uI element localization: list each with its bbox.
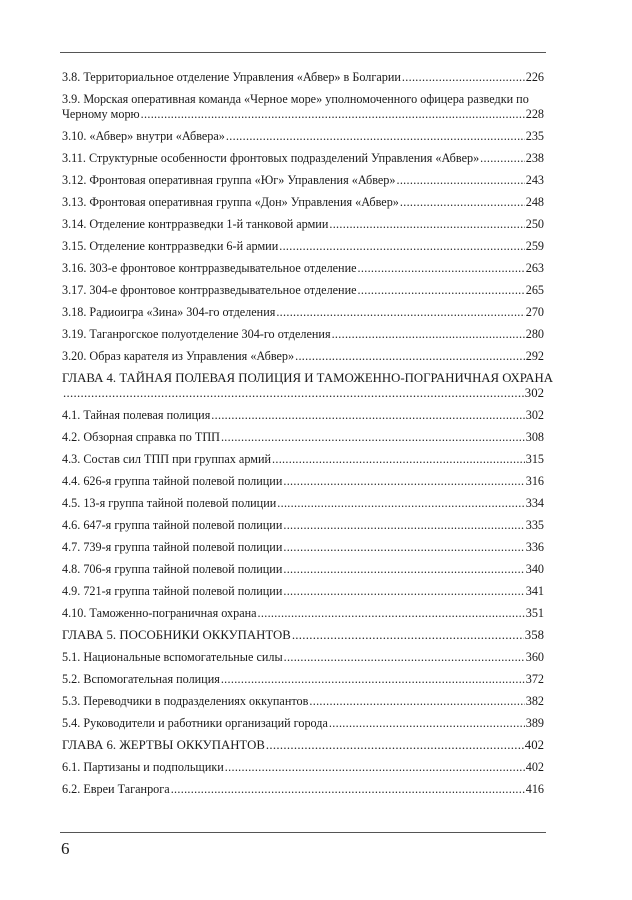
toc-entry-title: 4.10. Таможенно-пограничная охрана xyxy=(62,605,257,620)
toc-entry-page: 402 xyxy=(524,737,544,752)
toc-chapter-entry[interactable] xyxy=(62,624,544,646)
toc-chapter-entry[interactable] xyxy=(62,734,544,756)
toc-entry-page: 336 xyxy=(525,539,544,554)
toc-entry-title: 5.2. Вспомогательная полиция xyxy=(62,671,220,686)
toc-entry-title-line1: 3.9. Морская оперативная команда «Черное море» уполномоченного офицера разведки по xyxy=(62,91,529,106)
toc-entry-title: 3.12. Фронтовая оперативная группа «Юг» Управления «Абвер» xyxy=(62,172,396,187)
toc-entry-page: 382 xyxy=(525,693,544,708)
dot-leader xyxy=(332,327,525,342)
toc-entry-page: 308 xyxy=(525,429,544,444)
table-of-contents xyxy=(62,66,553,800)
toc-entry[interactable] xyxy=(62,279,544,301)
dot-leader xyxy=(283,540,524,555)
toc-entry[interactable] xyxy=(62,235,544,257)
dot-leader xyxy=(283,474,524,489)
dot-leader xyxy=(295,349,525,364)
toc-entry-title: 4.1. Тайная полевая полиция xyxy=(62,407,211,422)
toc-entry[interactable] xyxy=(62,536,544,558)
toc-entry-page: 259 xyxy=(525,238,544,253)
toc-entry-title: 3.19. Таганрогское полуотделение 304-го отделения xyxy=(62,326,331,341)
toc-entry[interactable] xyxy=(62,257,544,279)
toc-entry-title: 6.1. Партизаны и подпольщики xyxy=(62,759,224,774)
toc-entry-title: 5.1. Национальные вспомогательные силы xyxy=(62,649,283,664)
toc-entry-page: 358 xyxy=(524,627,544,642)
toc-entry-page: 228 xyxy=(525,106,544,121)
footer-rule xyxy=(60,832,546,833)
toc-entry[interactable] xyxy=(62,448,544,470)
toc-entry-title: 3.14. Отделение контрразведки 1-й танковой армии xyxy=(62,216,329,231)
toc-entry[interactable] xyxy=(62,191,544,213)
toc-entry-title: 3.10. «Абвер» внутри «Абвера» xyxy=(62,128,225,143)
toc-entry-title: 3.18. Радиоигра «Зина» 304-го отделения xyxy=(62,304,276,319)
toc-entry-title: 4.6. 647-я группа тайной полевой полиции xyxy=(62,517,283,532)
dot-leader xyxy=(211,408,524,423)
toc-entry[interactable] xyxy=(62,580,544,602)
dot-leader xyxy=(272,452,525,467)
dot-leader xyxy=(225,760,525,775)
toc-entry-title: 3.17. 304-е фронтовое контрразведывательное отделение xyxy=(62,282,357,297)
toc-entry-page: 292 xyxy=(525,348,544,363)
toc-entry-page: 360 xyxy=(525,649,544,664)
toc-entry-title: 4.7. 739-я группа тайной полевой полиции xyxy=(62,539,283,554)
toc-entry-title: ГЛАВА 6. ЖЕРТВЫ ОККУПАНТОВ xyxy=(62,737,265,752)
toc-entry[interactable] xyxy=(62,125,544,147)
dot-leader xyxy=(283,562,524,577)
dot-leader xyxy=(283,584,524,599)
dot-leader xyxy=(283,518,524,533)
dot-leader xyxy=(402,70,525,85)
toc-entry-title: 6.2. Евреи Таганрога xyxy=(62,781,170,796)
toc-entry[interactable] xyxy=(62,712,544,734)
toc-entry-title: 3.20. Образ карателя из Управления «Абвер» xyxy=(62,348,295,363)
dot-leader xyxy=(258,606,525,621)
dot-leader xyxy=(277,496,524,511)
toc-entry-page: 372 xyxy=(525,671,544,686)
dot-leader xyxy=(171,782,525,797)
toc-entry[interactable] xyxy=(62,668,544,690)
toc-entry-page: 238 xyxy=(525,150,544,165)
toc-entry-title: ГЛАВА 5. ПОСОБНИКИ ОККУПАНТОВ xyxy=(62,627,291,642)
toc-entry[interactable] xyxy=(62,426,544,448)
dot-leader xyxy=(284,650,525,665)
toc-entry-page: 416 xyxy=(525,781,544,796)
toc-entry-title: 4.8. 706-я группа тайной полевой полиции xyxy=(62,561,283,576)
dot-leader xyxy=(292,628,524,643)
toc-entry-page: 334 xyxy=(525,495,544,510)
toc-entry-page: 402 xyxy=(525,759,544,774)
toc-entry-title: 5.3. Переводчики в подразделениях оккупантов xyxy=(62,693,309,708)
toc-entry-page: 315 xyxy=(525,451,544,466)
toc-entry-page: 263 xyxy=(525,260,544,275)
dot-leader xyxy=(396,173,524,188)
toc-entry-page: 335 xyxy=(525,517,544,532)
toc-entry-page: 302 xyxy=(524,385,544,400)
toc-entry-page: 265 xyxy=(525,282,544,297)
dot-leader xyxy=(400,195,525,210)
header-rule xyxy=(60,52,546,53)
toc-entry-title: 3.11. Структурные особенности фронтовых подразделений Управления «Абвер» xyxy=(62,150,480,165)
dot-leader xyxy=(279,239,525,254)
toc-entry[interactable] xyxy=(62,756,544,778)
dot-leader xyxy=(276,305,524,320)
toc-entry-page: 351 xyxy=(525,605,544,620)
toc-entry-page: 340 xyxy=(525,561,544,576)
toc-entry-title: 4.3. Состав сил ТПП при группах армий xyxy=(62,451,271,466)
toc-entry[interactable] xyxy=(62,88,544,125)
dot-leader xyxy=(309,694,524,709)
toc-entry-page: 226 xyxy=(525,69,544,84)
toc-entry-page: 280 xyxy=(525,326,544,341)
dot-leader xyxy=(358,261,525,276)
toc-entry-page: 270 xyxy=(525,304,544,319)
toc-entry-page: 235 xyxy=(525,128,544,143)
toc-entry[interactable] xyxy=(62,514,544,536)
toc-entry[interactable] xyxy=(62,66,544,88)
toc-entry-page: 341 xyxy=(525,583,544,598)
toc-chapter-entry[interactable] xyxy=(62,367,553,404)
toc-entry-page: 248 xyxy=(525,194,544,209)
toc-entry[interactable] xyxy=(62,492,544,514)
toc-entry[interactable] xyxy=(62,558,544,580)
toc-entry-title: 4.2. Обзорная справка по ТПП xyxy=(62,429,220,444)
toc-entry-title: 3.16. 303-е фронтовое контрразведывательное отделение xyxy=(62,260,357,275)
toc-entry[interactable] xyxy=(62,602,544,624)
toc-entry[interactable] xyxy=(62,690,544,712)
toc-entry-title: 3.13. Фронтовая оперативная группа «Дон» Управления «Абвер» xyxy=(62,194,399,209)
toc-entry-title: Черному морю xyxy=(62,106,140,121)
toc-entry-title: 4.5. 13-я группа тайной полевой полиции xyxy=(62,495,277,510)
page-number: 6 xyxy=(61,839,70,858)
toc-entry-page: 302 xyxy=(525,407,544,422)
dot-leader xyxy=(329,716,525,731)
toc-entry-title: 4.9. 721-я группа тайной полевой полиции xyxy=(62,583,283,598)
toc-entry-page: 316 xyxy=(525,473,544,488)
toc-entry[interactable] xyxy=(62,646,544,668)
toc-entry[interactable] xyxy=(62,470,544,492)
dot-leader xyxy=(221,430,525,445)
toc-entry[interactable] xyxy=(62,778,544,800)
dot-leader xyxy=(480,151,525,166)
dot-leader xyxy=(358,283,525,298)
toc-entry[interactable] xyxy=(62,323,544,345)
toc-entry-page: 389 xyxy=(525,715,544,730)
dot-leader xyxy=(221,672,525,687)
toc-entry[interactable] xyxy=(62,213,544,235)
dot-leader xyxy=(63,386,524,401)
toc-entry[interactable] xyxy=(62,301,544,323)
dot-leader xyxy=(329,217,524,232)
toc-entry[interactable] xyxy=(62,404,544,426)
toc-entry-title: 3.15. Отделение контрразведки 6-й армии xyxy=(62,238,279,253)
toc-entry-title: 5.4. Руководители и работники организаций города xyxy=(62,715,328,730)
toc-entry-page: 250 xyxy=(525,216,544,231)
toc-entry[interactable] xyxy=(62,345,544,367)
toc-entry[interactable] xyxy=(62,169,544,191)
dot-leader xyxy=(266,738,524,753)
toc-entry[interactable] xyxy=(62,147,544,169)
dot-leader xyxy=(226,129,525,144)
dot-leader xyxy=(141,107,525,122)
toc-entry-title-line1: ГЛАВА 4. ТАЙНАЯ ПОЛЕВАЯ ПОЛИЦИЯ И ТАМОЖЕННО-ПОГРАНИЧНАЯ ОХРАНА xyxy=(62,370,553,385)
toc-entry-page: 243 xyxy=(525,172,544,187)
toc-entry-title: 3.8. Территориальное отделение Управления «Абвер» в Болгарии xyxy=(62,69,401,84)
toc-entry-title: 4.4. 626-я группа тайной полевой полиции xyxy=(62,473,283,488)
